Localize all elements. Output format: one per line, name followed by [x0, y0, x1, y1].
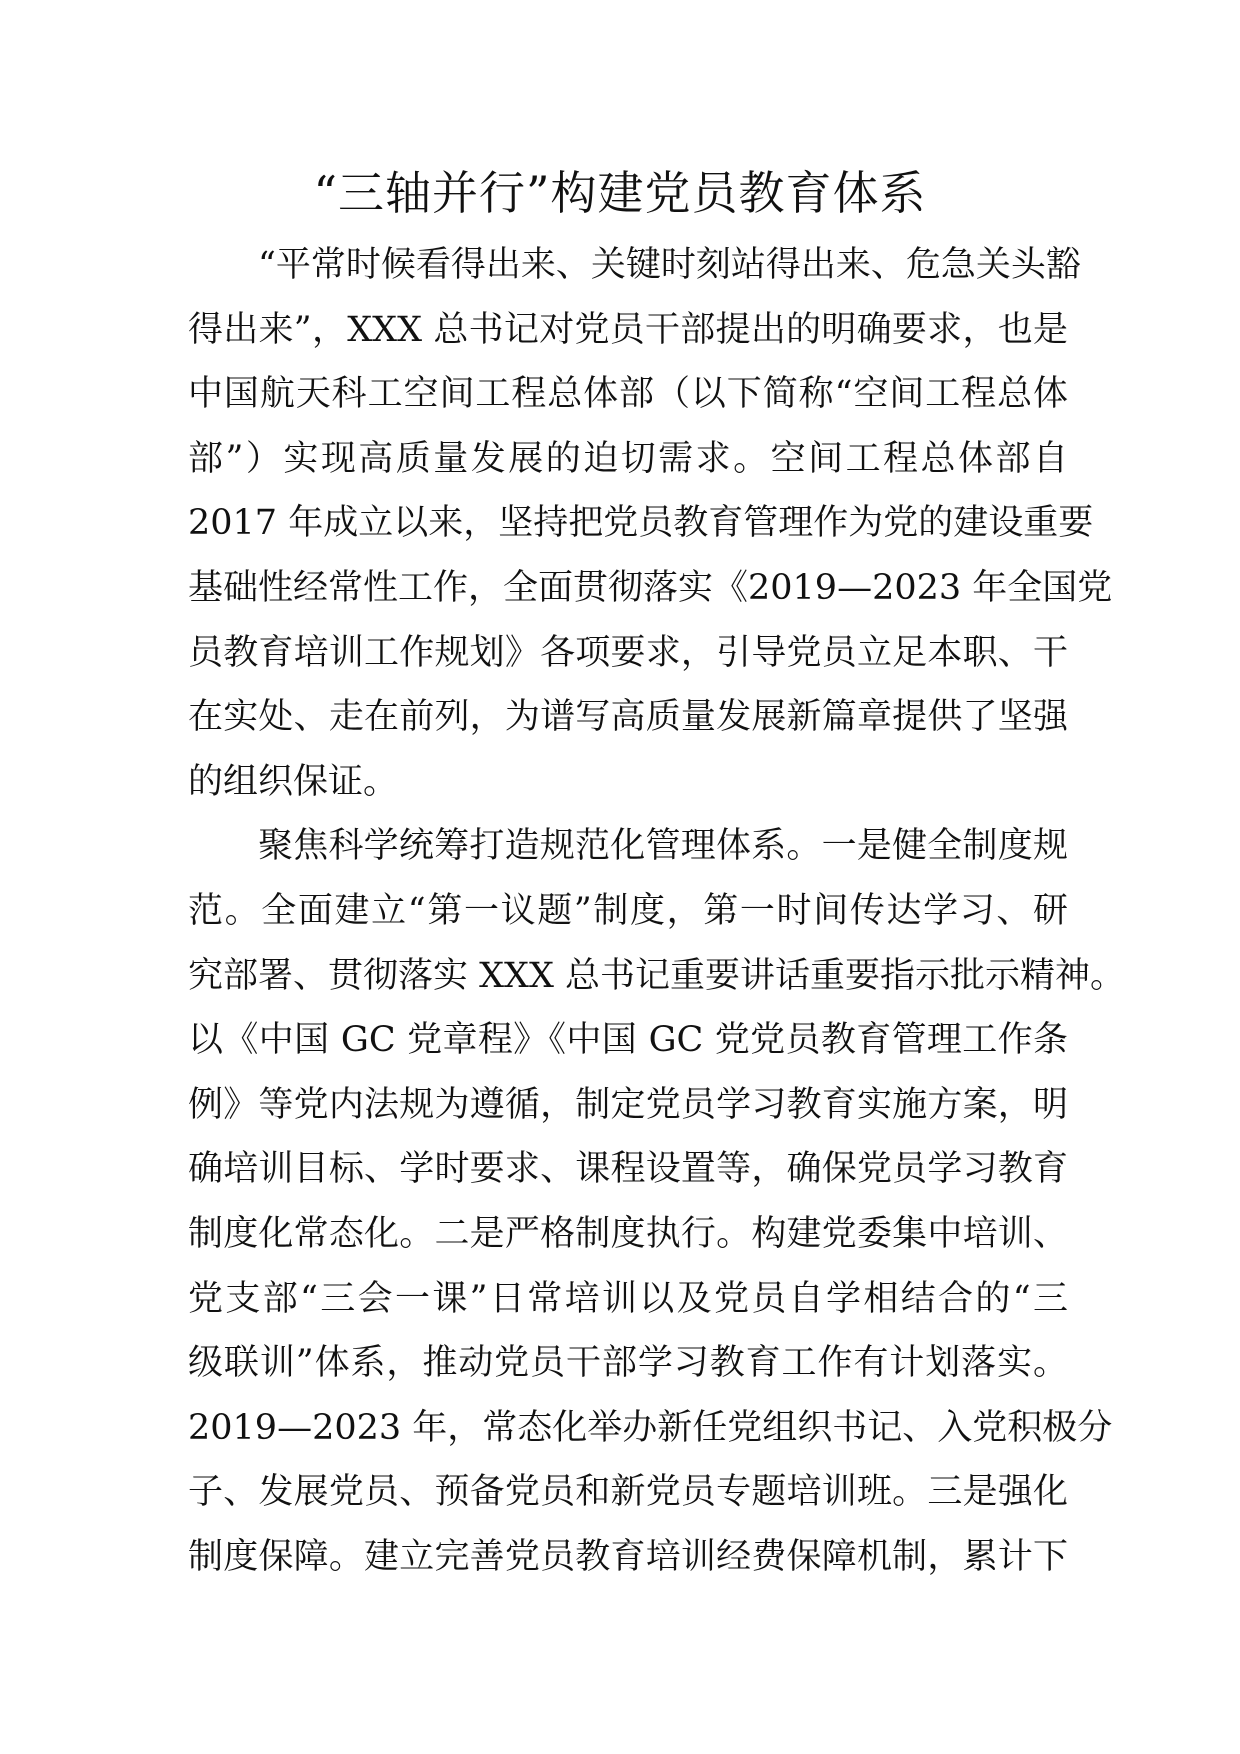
paragraph-2-line-10: 2019—2023 年，常态化举办新任党组织书记、入党积极分: [188, 1407, 1113, 1448]
paragraph-1-line-1: “平常时候看得出来、关键时刻站得出来、危急关头豁: [258, 245, 1081, 285]
paragraph-2-line-11: 子、发展党员、预备党员和新党员专题培训班。三是强化: [188, 1472, 1068, 1513]
paragraph-2-line-12: 制度保障。建立完善党员教育培训经费保障机制，累计下: [188, 1536, 1068, 1577]
document-title: “三轴并行”构建党员教育体系: [313, 166, 927, 220]
paragraph-2-line-8: 党支部“三会一课”日常培训以及党员自学相结合的“三: [188, 1278, 1068, 1319]
paragraph-1-line-2: 得出来”，XXX 总书记对党员干部提出的明确要求，也是: [188, 309, 1068, 350]
paragraph-2-line-3: 究部署、贯彻落实 XXX 总书记重要讲话重要指示批示精神。: [188, 955, 1126, 996]
paragraph-1-line-9: 的组织保证。: [188, 761, 399, 802]
paragraph-2-line-4: 以《中国 GC 党章程》《中国 GC 党党员教育管理工作条: [188, 1020, 1068, 1061]
paragraph-1-line-6: 基础性经常性工作，全面贯彻落实《2019—2023 年全国党: [188, 567, 1113, 608]
paragraph-1-line-5: 2017 年成立以来，坚持把党员教育管理作为党的建设重要: [188, 503, 1094, 544]
paragraph-2-line-2: 范。全面建立“第一议题”制度，第一时间传达学习、研: [188, 890, 1068, 931]
paragraph-1-line-8: 在实处、走在前列，为谱写高质量发展新篇章提供了坚强: [188, 697, 1068, 738]
paragraph-2-line-5: 例》等党内法规为遵循，制定党员学习教育实施方案，明: [188, 1084, 1068, 1125]
paragraph-2-line-7: 制度化常态化。二是严格制度执行。构建党委集中培训、: [188, 1213, 1068, 1254]
paragraph-1-line-4: 部”）实现高质量发展的迫切需求。空间工程总体部自: [188, 438, 1068, 479]
document-body: [188, 233, 1126, 1589]
paragraph-2-line-9: 级联训”体系，推动党员干部学习教育工作有计划落实。: [188, 1343, 1068, 1384]
paragraph-2-line-1: 聚焦科学统筹打造规范化管理体系。一是健全制度规: [258, 826, 1068, 867]
paragraph-1-line-7: 员教育培训工作规划》各项要求，引导党员立足本职、干: [188, 632, 1068, 673]
paragraph-1-line-3: 中国航天科工空间工程总体部（以下简称“空间工程总体: [188, 374, 1068, 415]
paragraph-2-line-6: 确培训目标、学时要求、课程设置等，确保党员学习教育: [188, 1149, 1068, 1190]
